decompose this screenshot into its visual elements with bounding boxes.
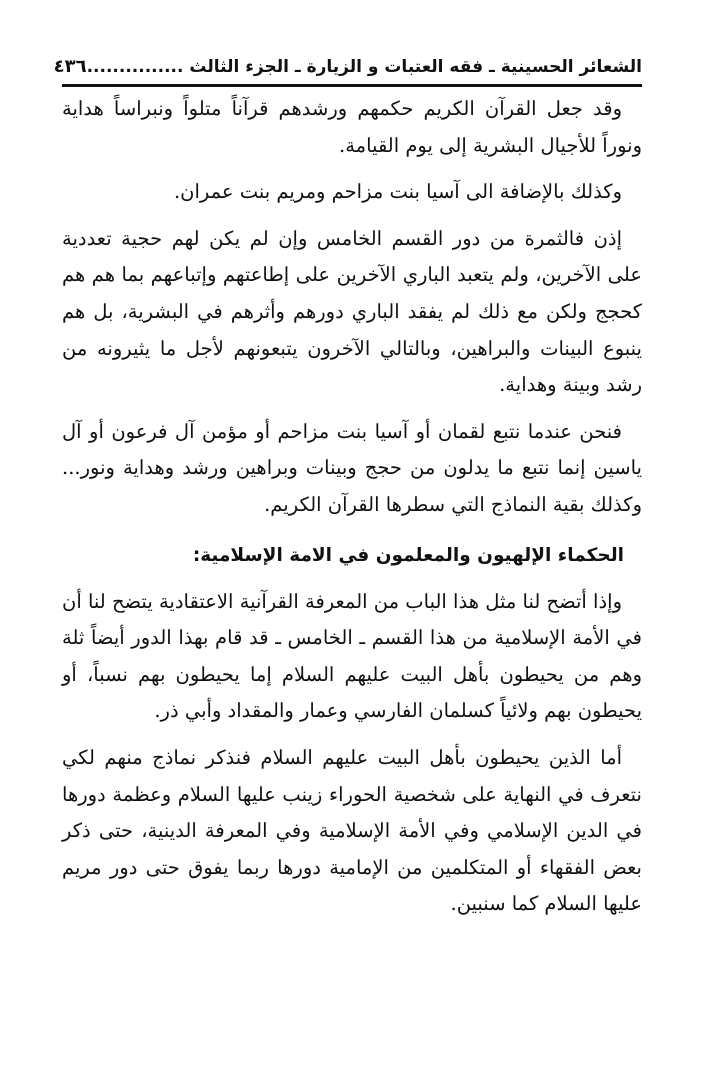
section-paragraph-2: أما الذين يحيطون بأهل البيت عليهم السلام فنذكر نماذج منهم لكي نتعرف في النهاية على شخصية الحوراء زينب عليها السلام وعظمة دورها في الدين الإسلامي وفي الأمة الإسلامية وفي المعرفة الدينية، حتى ذكر بعض الفقهاء أو المتكلمين من الإمامية دورها ربما يفوق حتى دور مريم عليها السلام كما سنبين. [62,745,642,916]
page-number: ٤٣٦ [53,56,87,77]
running-header [53,52,642,87]
header-title: الشعائر الحسينية ـ فقه العتبات و الزيارة ـ الجزء الثالث ............... [86,57,642,77]
book-page [53,52,642,1052]
section-heading: الحكماء الإلهيون والمعلمون في الامة الإسلامية: [192,544,624,566]
paragraph-2: وكذلك بالإضافة الى آسيا بنت مزاحم ومريم بنت عمران. [173,180,622,204]
section-paragraph-1: وإذا أتضح لنا مثل هذا الباب من المعرفة القرآنية الاعتقادية يتضح لنا أن في الأمة الإسلامية من هذا القسم ـ الخامس ـ قد قام بهذا الدور أيضاً ثلة وهم من يحيطون بأهل البيت عليهم السلام إما يحيطون بهم نسباً، أو يحيطون بهم ولائياً كسلمان الفارسي وعمار والمقداد وأبي ذر. [62,589,642,723]
body-text [62,91,642,923]
paragraph-3: إذن فالثمرة من دور القسم الخامس وإن لم يكن لهم حجية تعددية على الآخرين، ولم يتعبد الباري الآخرين على إطاعتهم وإتباعهم بما هم هم كحجج ولكن مع ذلك لم يفقد الباري دورهم وأثرهم في البشرية، بل هم ينبوع البينات والبراهين، وبالتالي الآخرون يتبعونهم لأجل ما يثيرونه من رشد وبينة وهداية. [62,226,642,397]
paragraph-1: وقد جعل القرآن الكريم حكمهم ورشدهم قرآناً متلواً ونبراساً هداية ونوراً للأجيال البشرية إلى يوم القيامة. [62,97,642,157]
paragraph-4: فنحن عندما نتبع لقمان أو آسيا بنت مزاحم أو مؤمن آل فرعون أو آل ياسين إنما نتبع ما يدلون من حجج وبينات وبراهين ورشد وهداية ونور... وكذلك بقية النماذج التي سطرها القرآن الكريم. [62,419,642,516]
